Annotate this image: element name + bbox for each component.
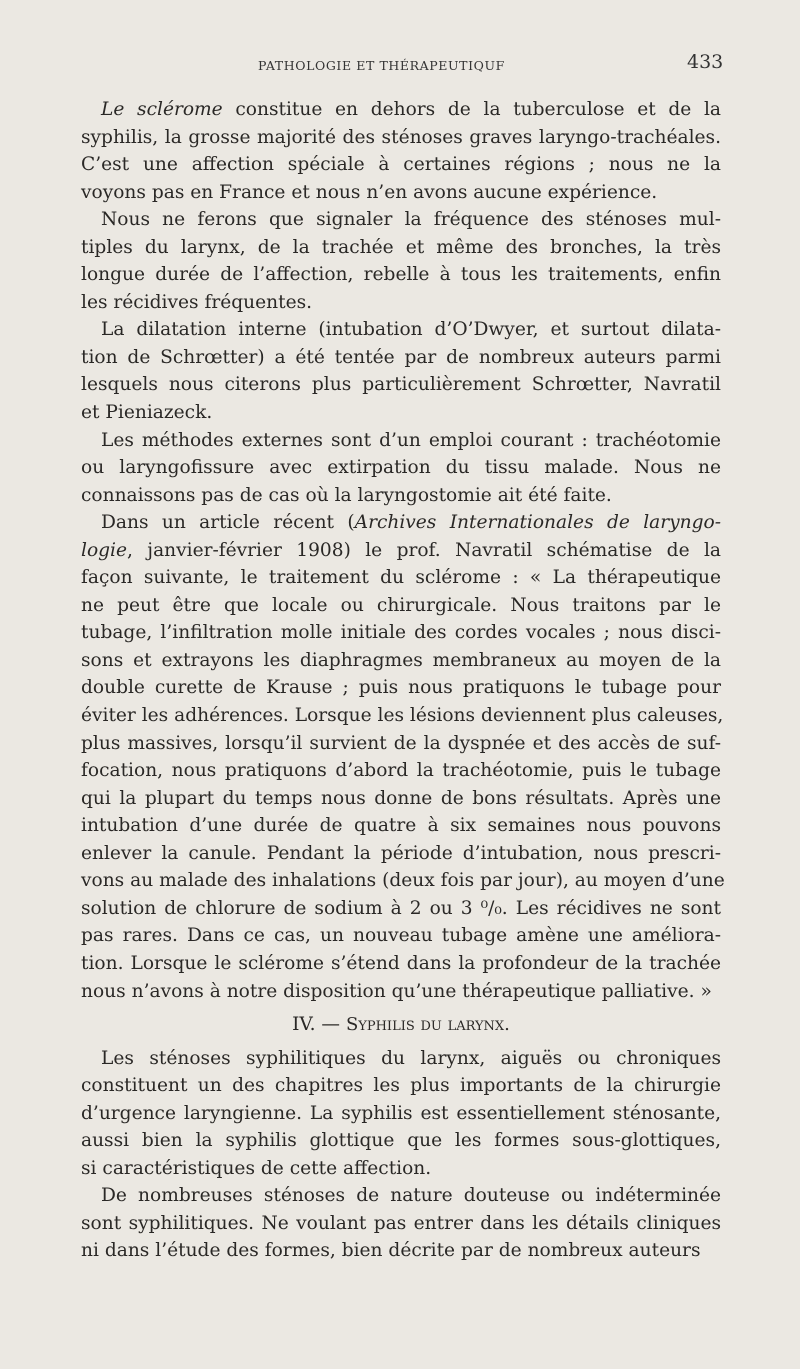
text-line: focation, nous pratiquons d’abord la trachéotomie, puis le tubage [81,760,721,782]
text-line: les récidives fréquentes. [81,291,313,313]
section-title: Syphilis du larynx. [345,1014,510,1036]
text-line: pas rares. Dans ce cas, un nouveau tubage amène une améliora- [81,925,721,947]
text-line: C’est une affection spéciale à certaines régions ; nous ne la [81,154,721,176]
paragraph [81,206,721,316]
text-line: d’urgence laryngienne. La syphilis est essentiellement sténosante, [81,1102,721,1124]
italic-text: Archives Internationales de laryngo- [354,512,721,534]
text-line: De nombreuses sténoses de nature douteuse ou indéterminée [101,1185,721,1207]
page-number: 433 [687,51,724,73]
paragraph [81,316,721,426]
text-line: éviter les adhérences. Lorsque les lésions deviennent plus caleuses, [81,705,724,727]
text-line: Les méthodes externes sont d’un emploi courant : trachéotomie [101,429,721,451]
page-header [0,50,800,80]
text-line: intubation d’une durée de quatre à six semaines nous pouvons [81,815,721,837]
text-line: si caractéristiques de cette affection. [81,1157,432,1179]
text-line: double curette de Krause ; puis nous pratiquons le tubage pour [81,677,721,699]
text-run: Dans un article récent ( [101,512,355,534]
paragraph [81,96,721,206]
text-line: façon suivante, le traitement du sclérome : « La thérapeutique [81,567,721,589]
text-line: tion de Schrœtter) a été tentée par de nombreux auteurs parmi [81,346,721,368]
text-line: La dilatation interne (intubation d’O’Dwyer, et surtout dilata- [101,319,721,341]
italic-text: logie [81,539,127,561]
section-numeral: IV. — [292,1014,346,1036]
text-line: ne peut être que locale ou chirurgicale. Nous traitons par le [81,594,721,616]
text-line: tion. Lorsque le sclérome s’étend dans la profondeur de la trachée [81,952,721,974]
text-run: , janvier-février 1908) le prof. Navratil schématise de la [127,539,721,561]
text-line: longue durée de l’affection, rebelle à tous les traitements, enfin [81,264,721,286]
text-line: sont syphilitiques. Ne voulant pas entrer dans les détails cliniques [81,1212,721,1234]
text-line: solution de chlorure de sodium à 2 ou 3 ⁰/₀. Les récidives ne sont [81,897,721,919]
text-line: vons au malade des inhalations (deux fois par jour), au moyen d’une [81,870,725,892]
text-line: sons et extrayons les diaphragmes membraneux au moyen de la [81,649,721,671]
text-line: enlever la canule. Pendant la période d’intubation, nous prescri- [81,842,721,864]
text-line: plus massives, lorsqu’il survient de la dyspnée et des accès de suf- [81,732,721,754]
paragraph [81,427,721,510]
text-line: et Pieniazeck. [81,402,213,424]
running-title: PATHOLOGIE ET THÉRAPEUTIQUF [258,58,505,73]
text-line: ni dans l’étude des formes, bien décrite par de nombreux auteurs [81,1240,701,1262]
text-line: qui la plupart du temps nous donne de bons résultats. Après une [81,787,721,809]
text-line: ou laryngofissure avec extirpation du tissu malade. Nous ne [81,457,721,479]
paragraph [81,1182,721,1265]
text-line: constituent un des chapitres les plus importants de la chirurgie [81,1075,721,1097]
text-line: connaissons pas de cas où la laryngostomie ait été faite. [81,484,612,506]
paragraph [81,1045,721,1183]
text-line [81,96,721,124]
page-body [81,96,725,1265]
text-line: Les sténoses syphilitiques du larynx, aiguës ou chroniques [101,1047,721,1069]
text-line: nous n’avons à notre disposition qu’une thérapeutique palliative. » [81,980,712,1002]
italic-text: Le sclérome [101,99,223,120]
text-line: aussi bien la syphilis glottique que les formes sous-glottiques, [81,1130,721,1152]
text-line [81,509,721,537]
text-line: tiples du larynx, de la trachée et même des bronches, la très [81,236,721,258]
text-line: Nous ne ferons que signaler la fréquence des sténoses mul- [101,209,721,231]
text-line: lesquels nous citerons plus particulièrement Schrœtter, Navratil [81,374,721,396]
section-heading [81,1011,721,1039]
text-run: constitue en dehors de la tuberculose et de la [222,99,722,120]
text-line [81,537,721,565]
text-line: tubage, l’infiltration molle initiale des cordes vocales ; nous disci- [81,622,721,644]
text-line: syphilis, la grosse majorité des sténoses graves laryngo-trachéales. [81,126,721,148]
text-line: voyons pas en France et nous n’en avons aucune expérience. [81,181,658,203]
paragraph [81,509,725,1005]
